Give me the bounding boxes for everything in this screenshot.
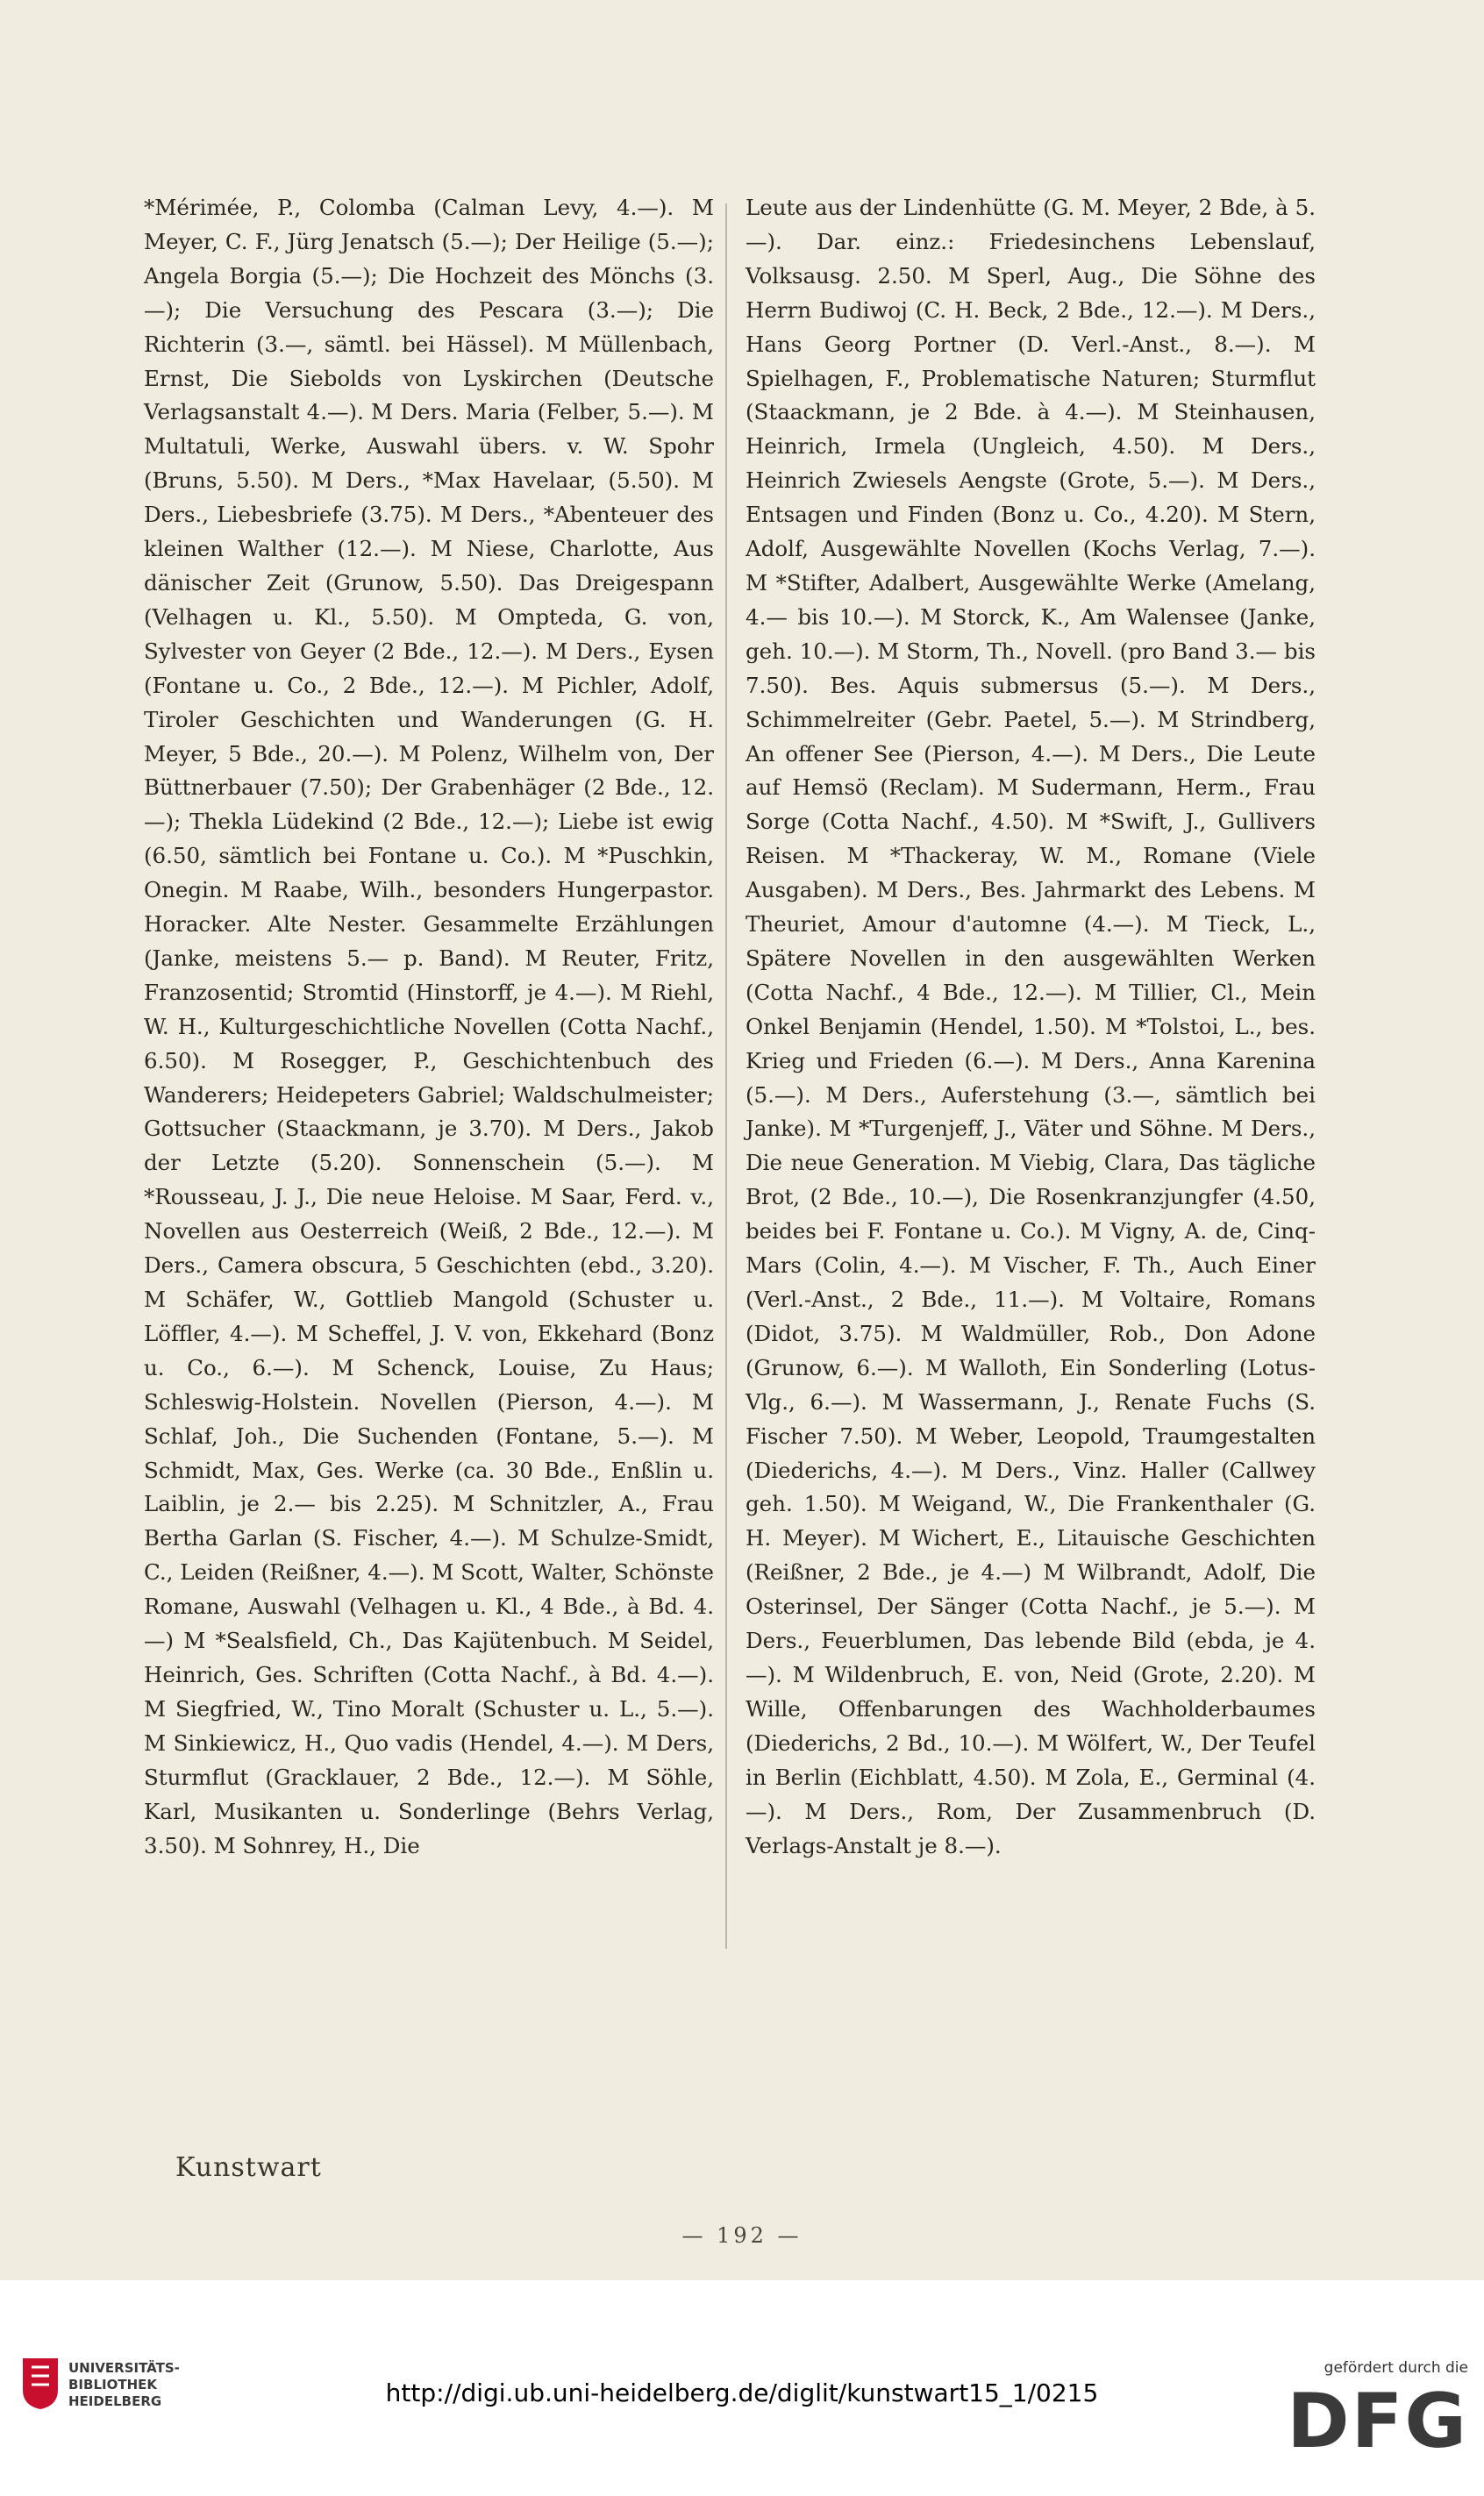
library-line: UNIVERSITÄTS- (68, 2360, 180, 2376)
left-column-text: *Mérimée, P., Colomba (Calman Levy, 4.—). M Meyer, C. F., Jürg Jenatsch (5.—); Der Heilige (5.—); Angela Borgia (5.—); Die Hochzeit des Mönchs (3.—); Die Versuchung des Pescara (3.—); Die Richterin (3.—, sämtl. bei Hässel). M Müllenbach, Ernst, Die Siebolds von Lyskirchen (Deutsche Verlagsanstalt 4.—). M Ders. Maria (Felber, 5.—). M Multatuli, Werke, Auswahl übers. v. W. Spohr (Bruns, 5.50). M Ders., *Max Havelaar, (5.50). M Ders., Liebesbriefe (3.75). M Ders., *Abenteuer des kleinen Walther (12.—). M Niese, Charlotte, Aus dänischer Zeit (Grunow, 5.50). Das Dreigespann (Velhagen u. Kl., 5.50). M Ompteda, G. von, Sylvester von Geyer (2 Bde., 12.—). M Ders., Eysen (Fontane u. Co., 2 Bde., 12.—). M Pichler, Adolf, Tiroler Geschichten und Wanderungen (G. H. Meyer, 5 Bde., 20.—). M Polenz, Wilhelm von, Der Büttnerbauer (7.50); Der Grabenhäger (2 Bde., 12.—); Thekla Lüdekind (2 Bde., 12.—); Liebe ist ewig (6.50, sämtlich bei Fontane u. Co.). M *Puschkin, Onegin. M Raabe, Wilh., besonders Hungerpastor. Horacker. Alte Nester. Gesammelte Erzählungen (Janke, meistens 5.— p. Band). M Reuter, Fritz, Franzosentid; Stromtid (Hinstorff, je 4.—). M Riehl, W. H., Kulturgeschichtliche Novellen (Cotta Nachf., 6.50). M Rosegger, P., Geschichtenbuch des Wanderers; Heidepeters Gabriel; Waldschulmeister; Gottsucher (Staackmann, je 3.70). M Ders., Jakob der Letzte (5.20). Sonnenschein (5.—). M *Rousseau, J. J., Die neue Heloise. M Saar, Ferd. v., Novellen aus Oesterreich (Weiß, 2 Bde., 12.—). M Ders., Camera obscura, 5 Geschichten (ebd., 3.20). M Schäfer, W., Gottlieb Mangold (Schuster u. Löffler, 4.—). M Scheffel, J. V. von, Ekkehard (Bonz u. Co., 6.—). M Schenck, Louise, Zu Haus; Schleswig-Holstein. Novellen (Pierson, 4.—). M Schlaf, Joh., Die Suchenden (Fontane, 5.—). M Schmidt, Max, Ges. Werke (ca. 30 Bde., Enßlin u. Laiblin, je 2.— bis 2.25). M Schnitzler, A., Frau Bertha Garlan (S. Fischer, 4.—). M Schulze-Smidt, C., Leiden (Reißner, 4.—). M Scott, Walter, Schönste Romane, Auswahl (Velhagen u. Kl., 4 Bde., à Bd. 4.—) M *Sealsfield, Ch., Das Kajütenbuch. M Seidel, Heinrich, Ges. Schriften (Cotta Nachf., à Bd. 4.—). M Siegfried, W., Tino Moralt (Schuster u. L., 5.—). M Sinkiewicz, H., Quo vadis (Hendel, 4.—). M Ders, Sturmflut (Gracklauer, 2 Bde., 12.—). M Söhle, Karl, Musikanten u. Sonderlinge (Behrs Verlag, 3.50). M Sohnrey, H., Die (144, 195, 714, 1858)
funding-caption: gefördert durch die (1323, 2359, 1468, 2377)
page-number: — 192 — (681, 2223, 803, 2248)
dfg-logo-text: DFG (1287, 2378, 1468, 2465)
source-url-link[interactable]: http://digi.ub.uni-heidelberg.de/diglit/kunstwart15_1/0215 (385, 2378, 1099, 2407)
footer-bar (0, 2280, 1484, 2496)
right-column-text: Leute aus der Lindenhütte (G. M. Meyer, 2 Bde, à 5.—). Dar. einz.: Friedesinchens Lebenslauf, Volksausg. 2.50. M Sperl, Aug., Die Söhne des Herrn Budiwoj (C. H. Beck, 2 Bde., 12.—). M Ders., Hans Georg Portner (D. Verl.-Anst., 8.—). M Spielhagen, F., Problematische Naturen; Sturmflut (Staackmann, je 2 Bde. à 4.—). M Steinhausen, Heinrich, Irmela (Ungleich, 4.50). M Ders., Heinrich Zwiesels Aengste (Grote, 5.—). M Ders., Entsagen und Finden (Bonz u. Co., 4.20). M Stern, Adolf, Ausgewählte Novellen (Kochs Verlag, 7.—). M *Stifter, Adalbert, Ausgewählte Werke (Amelang, 4.— bis 10.—). M Storck, K., Am Walensee (Janke, geh. 10.—). M Storm, Th., Novell. (pro Band 3.— bis 7.50). Bes. Aquis submersus (5.—). M Ders., Schimmelreiter (Gebr. Paetel, 5.—). M Strindberg, An offener See (Pierson, 4.—). M Ders., Die Leute auf Hemsö (Reclam). M Sudermann, Herm., Frau Sorge (Cotta Nachf., 4.50). M *Swift, J., Gullivers Reisen. M *Thackeray, W. M., Romane (Viele Ausgaben). M Ders., Bes. Jahrmarkt des Lebens. M Theuriet, Amour d'automne (4.—). M Tieck, L., Spätere Novellen in den ausgewählten Werken (Cotta Nachf., 4 Bde., 12.—). M Tillier, Cl., Mein Onkel Benjamin (Hendel, 1.50). M *Tolstoi, L., bes. Krieg und Frieden (6.—). M Ders., Anna Karenina (5.—). M Ders., Auferstehung (3.—, sämtlich bei Janke). M *Turgenjeff, J., Väter und Söhne. M Ders., Die neue Generation. M Viebig, Clara, Das tägliche Brot, (2 Bde., 10.—), Die Rosenkranzjungfer (4.50, beides bei F. Fontane u. Co.). M Vigny, A. de, Cinq-Mars (Colin, 4.—). M Vischer, F. Th., Auch Einer (Verl.-Anst., 2 Bde., 11.—). M Voltaire, Romans (Didot, 3.75). M Waldmüller, Rob., Don Adone (Grunow, 6.—). M Walloth, Ein Sonderling (Lotus-Vlg., 6.—). M Wassermann, J., Renate Fuchs (S. Fischer 7.50). M Weber, Leopold, Traumgestalten (Diederichs, 4.—). M Ders., Vinz. Haller (Callwey geh. 1.50). M Weigand, W., Die Frankenthaler (G. H. Meyer). M Wichert, E., Litauische Geschichten (Reißner, 2 Bde., je 4.—) M Wilbrandt, Adolf, Die Osterinsel, Der Sänger (Cotta Nachf., je 5.—). M Ders., Feuerblumen, Das lebende Bild (ebda, je 4.—). M Wildenbruch, E. von, Neid (Grote, 2.20). M Wille, Offenbarungen des Wachholderbaumes (Diederichs, 2 Bd., 10.—). M Wölfert, W., Der Teufel in Berlin (Eichblatt, 4.50). M Zola, E., Germinal (4.—). M Ders., Rom, Der Zusammenbruch (D. Verlags-Anstalt je 8.—). (746, 195, 1316, 1858)
column-divider (725, 203, 727, 1949)
dfg-logo[interactable] (1287, 2359, 1473, 2491)
journal-name: Kunstwart (175, 2152, 322, 2183)
library-line: HEIDELBERG (68, 2393, 162, 2409)
library-line: BIBLIOTHEK (68, 2377, 157, 2393)
